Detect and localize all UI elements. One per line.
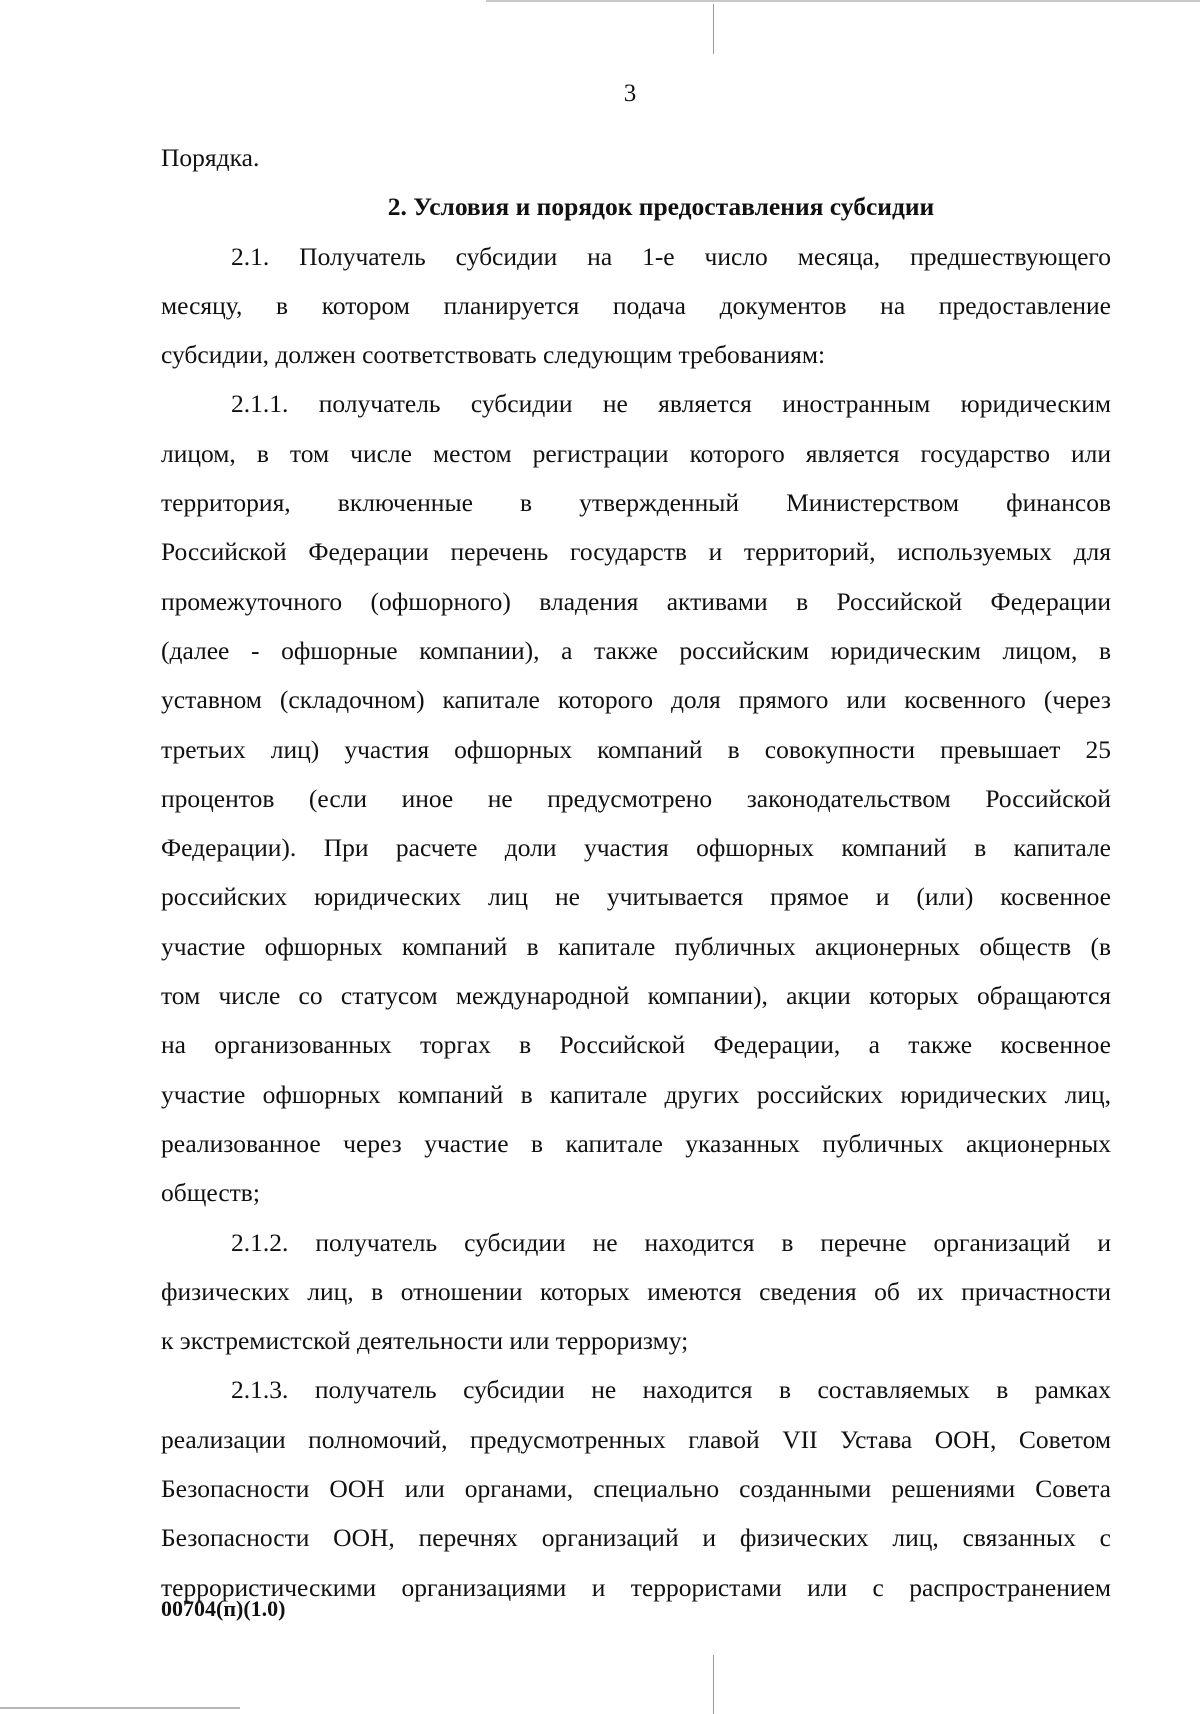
text-line: лицом, в том числе местом регистрации которого является государство или [161, 438, 1111, 468]
text-line: промежуточного (офшорного) владения активами в Российской Федерации [161, 586, 1111, 616]
text-line: 2.1.1. получатель субсидии не является иностранным юридическим [231, 389, 1111, 419]
text-line: третьих лиц) участия офшорных компаний в совокупности превышает 25 [161, 734, 1111, 764]
text-line: Безопасности ООН, перечнях организаций и физических лиц, связанных с [161, 1523, 1111, 1553]
text-line: участие офшорных компаний в капитале публичных акционерных обществ (в [161, 931, 1111, 961]
text-line: уставном (складочном) капитале которого доля прямого или косвенного (через [161, 685, 1111, 715]
text-line: Порядка. [161, 143, 260, 172]
scan-artifact-line [713, 1655, 714, 1714]
text-line: процентов (если иное не предусмотрено законодательством Российской [161, 783, 1111, 813]
text-line: 2.1. Получатель субсидии на 1-е число месяца, предшествующего [231, 241, 1111, 271]
text-line: (далее - офшорные компании), а также российским юридическим лицом, в [161, 635, 1111, 665]
text-line: физических лиц, в отношении которых имеются сведения об их причастности [161, 1276, 1111, 1306]
text-line: Российской Федерации перечень государств и территорий, используемых для [161, 537, 1111, 567]
scan-artifact-line [713, 4, 714, 54]
text-line: к экстремистской деятельности или терроризму; [161, 1326, 689, 1356]
text-line: том числе со статусом международной компании), акции которых обращаются [161, 981, 1111, 1011]
text-line: террористическими организациями и террористами или с распространением [161, 1572, 1111, 1602]
scan-top-rule [486, 0, 1200, 2]
text-line: обществ; [161, 1178, 260, 1208]
document-code: 00704(п)(1.0) [161, 1596, 286, 1621]
section-heading: 2. Условия и порядок предоставления субсидии [387, 192, 935, 222]
text-line: российских юридических лиц не учитывается прямое и (или) косвенное [161, 882, 1111, 912]
text-line: месяцу, в котором планируется подача документов на предоставление [161, 290, 1111, 320]
text-line: участие офшорных компаний в капитале других российских юридических лиц, [161, 1079, 1111, 1109]
scan-bottom-rule [0, 1707, 240, 1709]
text-line: реализации полномочий, предусмотренных главой VII Устава ООН, Советом [161, 1424, 1111, 1454]
text-line: на организованных торгах в Российской Федерации, а также косвенное [161, 1030, 1111, 1060]
document-body [161, 133, 1111, 1612]
page-number: 3 [623, 80, 637, 107]
text-line: Безопасности ООН или органами, специально созданными решениями Совета [161, 1474, 1111, 1504]
text-line: Федерации). При расчете доли участия офшорных компаний в капитале [161, 833, 1111, 863]
text-line: территория, включенные в утвержденный Министерством финансов [161, 488, 1111, 518]
text-line: 2.1.2. получатель субсидии не находится в перечне организаций и [231, 1227, 1111, 1257]
text-line: субсидии, должен соответствовать следующим требованиям: [161, 340, 826, 370]
text-line: реализованное через участие в капитале указанных публичных акционерных [161, 1128, 1111, 1158]
text-line: 2.1.3. получатель субсидии не находится в составляемых в рамках [231, 1375, 1111, 1405]
